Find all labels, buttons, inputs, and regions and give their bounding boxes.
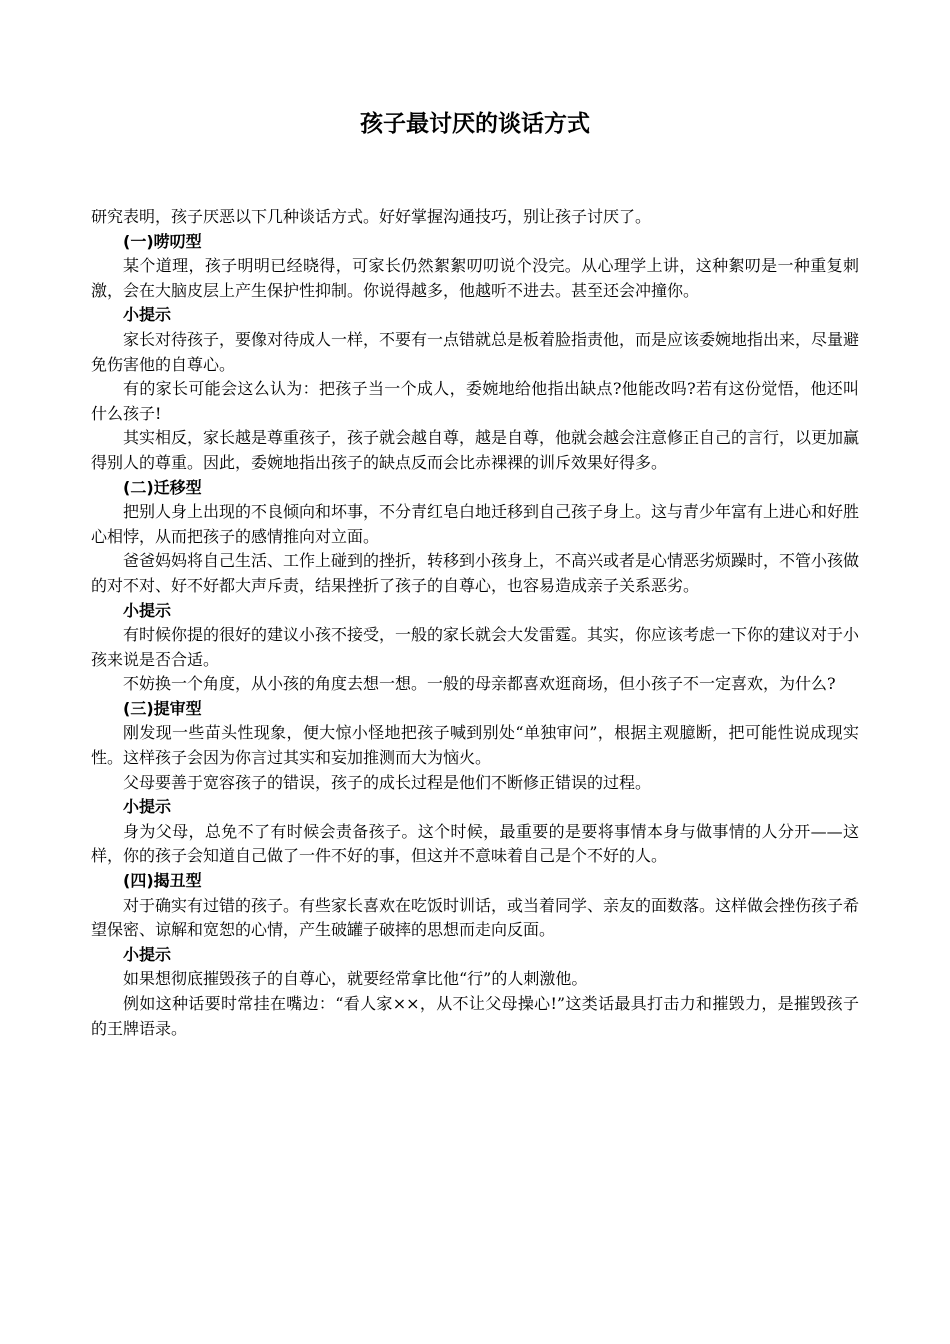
- section-heading: (四)揭丑型: [123, 871, 202, 891]
- section-heading: 小提示: [123, 944, 172, 964]
- body-paragraph: 身为父母，总免不了有时候会责备孩子。这个时候，最重要的是要将事情本身与做事情的人分开——这样，你的孩子会知道自己做了一件不好的事，但这并不意味着自己是个不好的人。: [91, 821, 859, 866]
- body-paragraph: 有的家长可能会这么认为：把孩子当一个成人，委婉地给他指出缺点?他能改吗?若有这份觉悟，他还叫什么孩子!: [91, 379, 859, 423]
- section-heading: (二)迁移型: [123, 477, 202, 497]
- body-paragraph: 爸爸妈妈将自己生活、工作上碰到的挫折，转移到小孩身上，不高兴或者是心情恶劣烦躁时，不管小孩做的对不对、好不好都大声斥责，结果挫折了孩子的自尊心，也容易造成亲子关系恶劣。: [91, 551, 860, 595]
- body-paragraph: 家长对待孩子，要像对待成人一样，不要有一点错就总是板着脸指责他，而是应该委婉地指出来，尽量避免伤害他的自尊心。: [91, 329, 860, 374]
- document-title: 孩子最讨厌的谈话方式: [360, 111, 590, 137]
- body-paragraph: 其实相反，家长越是尊重孩子，孩子就会越自尊，越是自尊，他就会越会注意修正自己的言行，以更加赢得别人的尊重。因此，委婉地指出孩子的缺点反而会比赤裸裸的训斥效果好得多。: [91, 428, 860, 472]
- section-heading: (一)唠叨型: [123, 231, 202, 251]
- body-paragraph: 研究表明，孩子厌恶以下几种谈话方式。好好掌握沟通技巧，别让孩子讨厌了。: [91, 207, 652, 226]
- body-paragraph: 有时候你提的很好的建议小孩不接受，一般的家长就会大发雷霆。其实，你应该考虑一下你的建议对于小孩来说是否合适。: [91, 625, 860, 669]
- body-paragraph: 刚发现一些苗头性现象，便大惊小怪地把孩子喊到别处“单独审问”，根据主观臆断，把可能性说成现实性。这样孩子会因为你言过其实和妄加推测而大为恼火。: [91, 723, 859, 768]
- body-paragraph: 例如这种话要时常挂在嘴边：“看人家××，从不让父母操心!”这类话最具打击力和摧毁力，是摧毁孩子的王牌语录。: [91, 994, 859, 1038]
- section-heading: (三)提审型: [123, 698, 202, 718]
- document-body: [91, 205, 859, 1041]
- section-heading: 小提示: [123, 797, 172, 817]
- body-paragraph: 父母要善于宽容孩子的错误，孩子的成长过程是他们不断修正错误的过程。: [123, 772, 652, 792]
- body-paragraph: 如果想彻底摧毁孩子的自尊心，就要经常拿比他“行”的人刺激他。: [123, 969, 588, 989]
- section-heading: 小提示: [123, 600, 172, 620]
- body-paragraph: 对于确实有过错的孩子。有些家长喜欢在吃饭时训话，或当着同学、亲友的面数落。这样做会挫伤孩子希望保密、谅解和宽恕的心情，产生破罐子破摔的思想而走向反面。: [91, 895, 860, 940]
- body-paragraph: 某个道理，孩子明明已经晓得，可家长仍然絮絮叨叨说个没完。从心理学上讲，这种絮叨是一种重复刺激，会在大脑皮层上产生保护性抑制。你说得越多，他越听不进去。甚至还会冲撞你。: [91, 256, 859, 300]
- body-paragraph: 不妨换一个角度，从小孩的角度去想一想。一般的母亲都喜欢逛商场，但小孩子不一定喜欢，为什么?: [123, 674, 836, 694]
- body-paragraph: 把别人身上出现的不良倾向和坏事，不分青红皂白地迁移到自己孩子身上。这与青少年富有上进心和好胜心相悖，从而把孩子的感情推向对立面。: [91, 502, 860, 546]
- section-heading: 小提示: [123, 305, 172, 325]
